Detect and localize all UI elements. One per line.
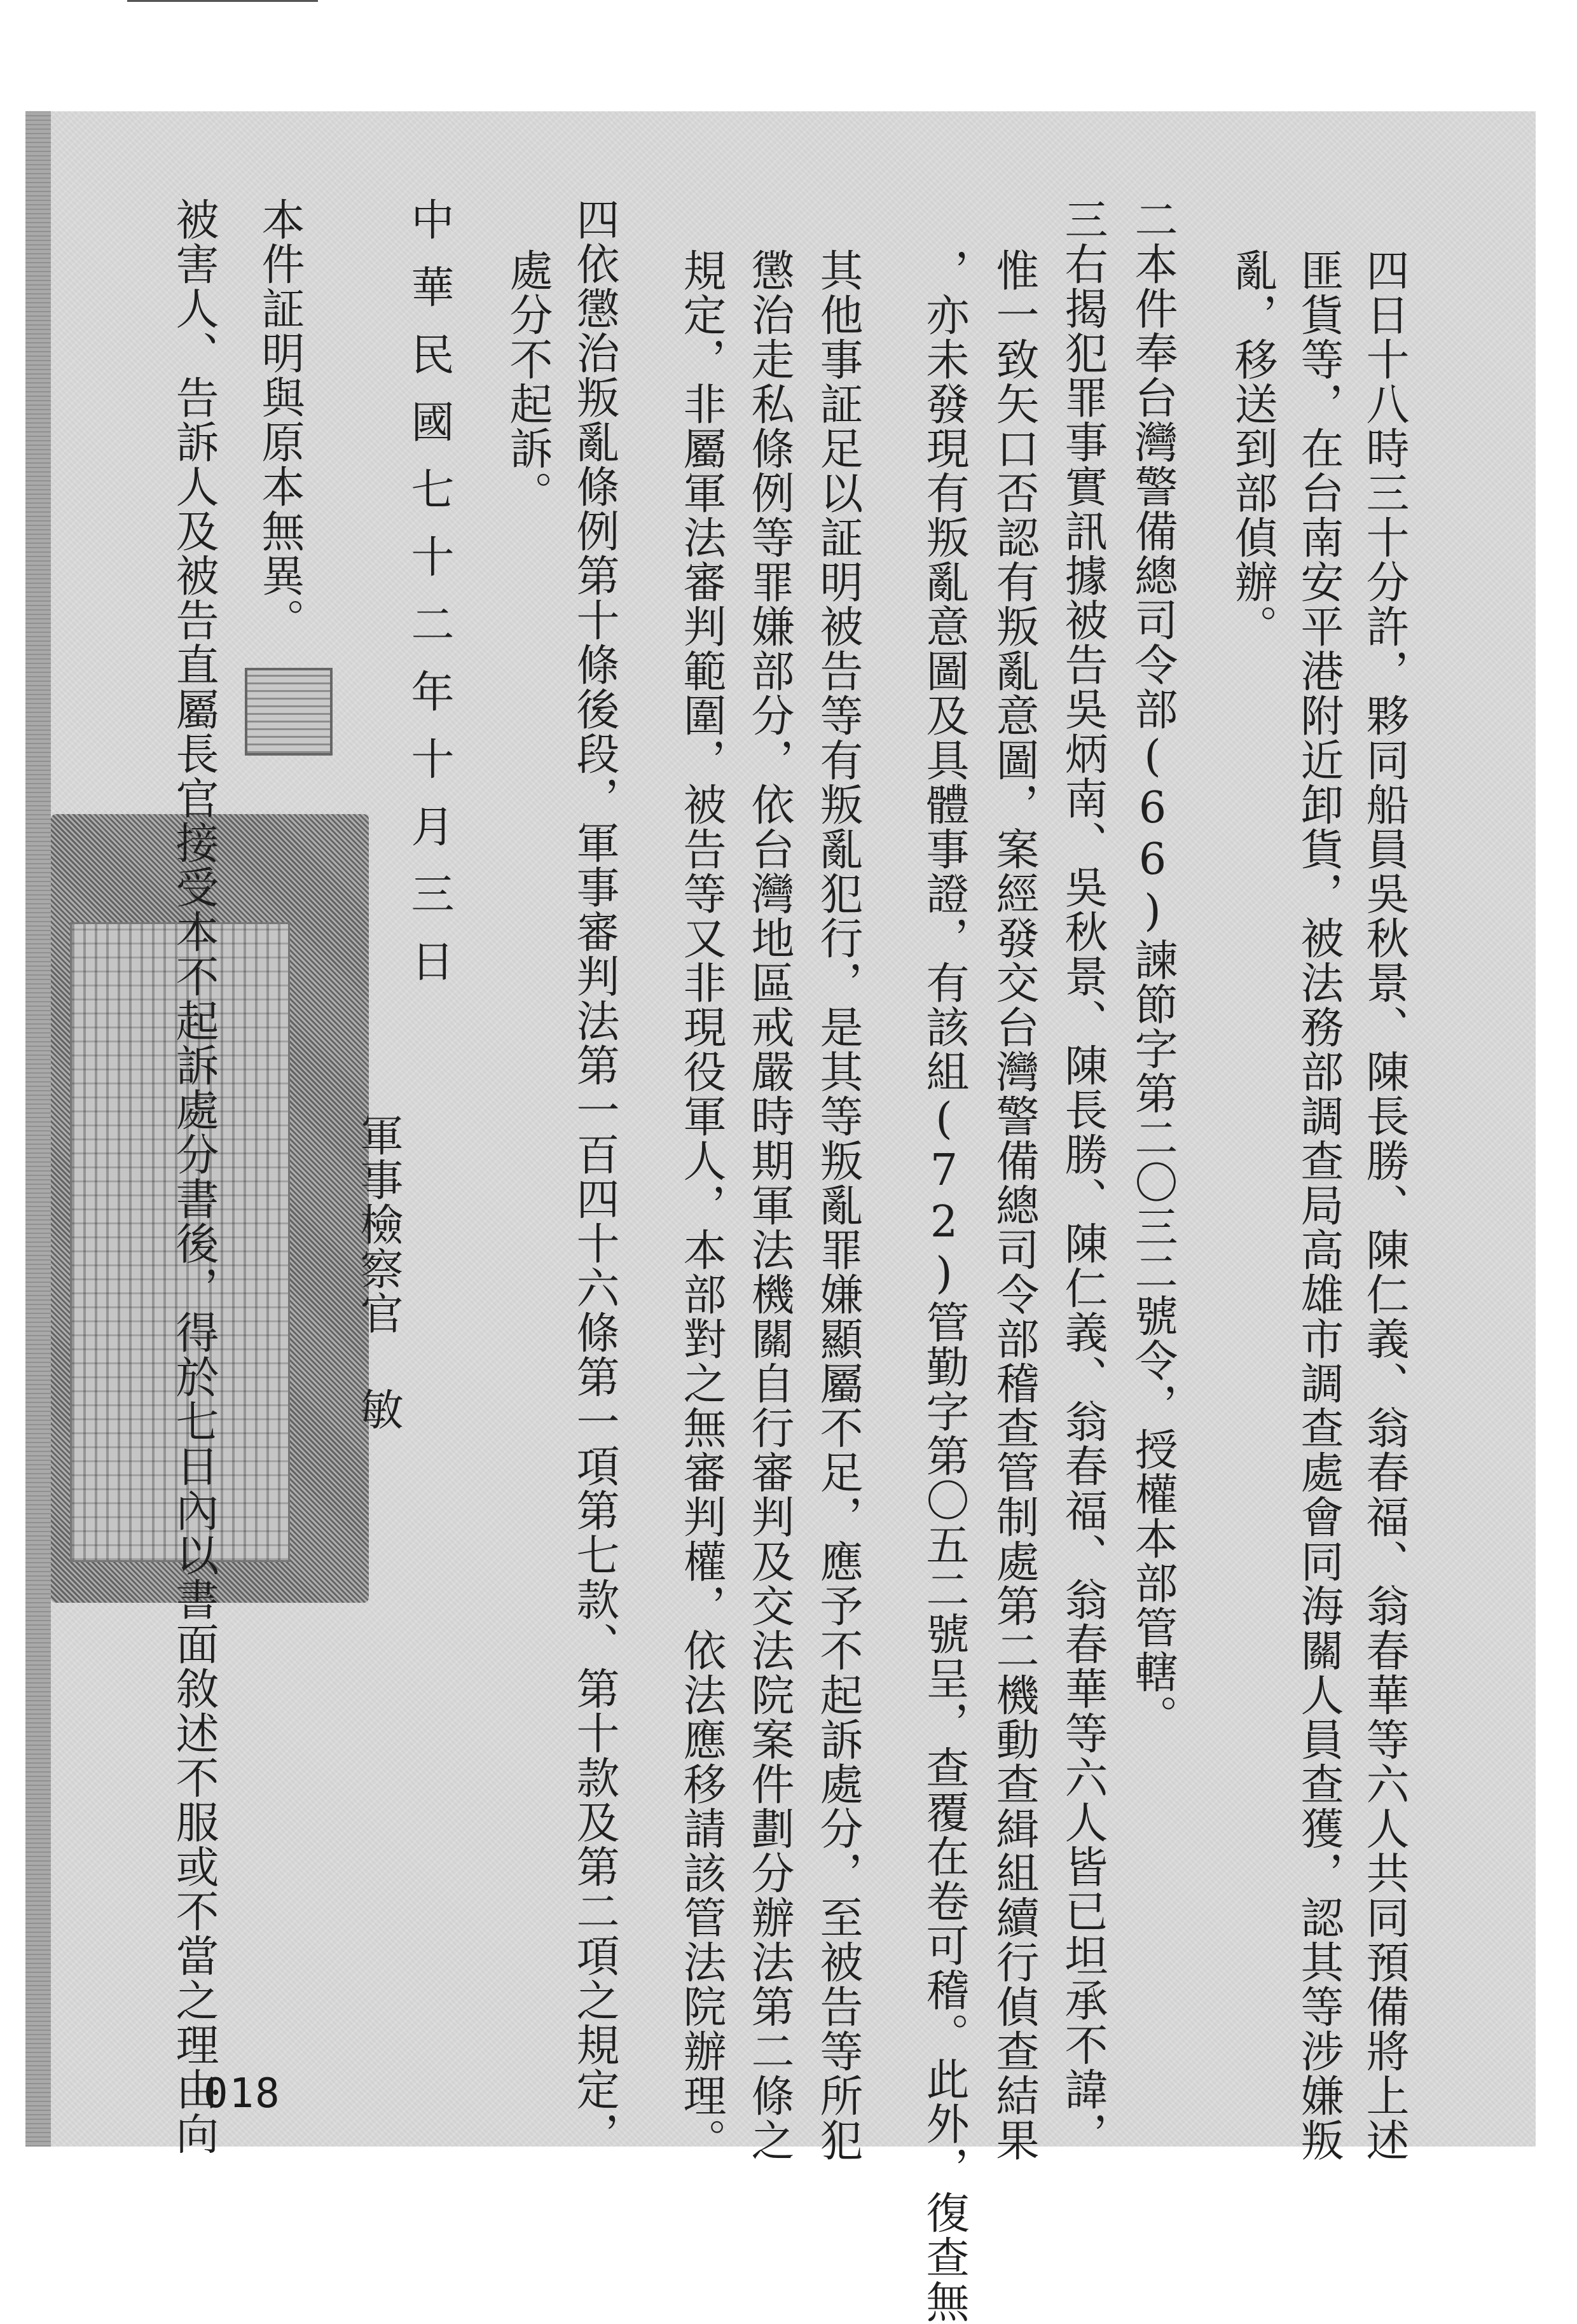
prosecutor-signature-line: 軍事檢察官 敏 bbox=[353, 1113, 403, 1432]
text-column-8: 其他事証足以証明被告等有叛亂犯行，是其等叛亂罪嫌顯屬不足，應予不起訴處分，至被告等所犯 bbox=[813, 248, 863, 2162]
text-column-9: 懲治走私條例等罪嫌部分，依台灣地區戒嚴時期軍法機關自行審判及交法院案件劃分辦法第二條之 bbox=[744, 248, 794, 2162]
top-rule bbox=[127, 0, 318, 2]
text-column-12: 處分不起訴。 bbox=[502, 248, 553, 515]
text-column-6: 惟一致矢口否認有叛亂意圖，案經發交台灣警備總司令部稽查管制處第二機動查緝組續行偵查結果 bbox=[989, 248, 1039, 2162]
text-column-1: 四日十八時三十分許，夥同船員吳秋景、陳長勝、陳仁義、翁春福、翁春華等六人共同預備將上述 bbox=[1359, 248, 1409, 2162]
text-column-11: 四依懲治叛亂條例第十條後段，軍事審判法第一百四十六條第一項第七款、第十款及第二項之規定， bbox=[569, 197, 619, 2156]
certification-column: 本件証明與原本無異。 bbox=[254, 197, 305, 642]
text-column-15: 被害人、告訴人及被告直屬長官接受本不起訴處分書後，得於七日內以書面敘述不服或不當之理由向 bbox=[169, 197, 219, 2156]
text-column-5: 三右揭犯罪事實訊據被告吳炳南、吳秋景、陳長勝、陳仁義、翁春福、翁春華等六人皆已坦承不諱， bbox=[1057, 197, 1108, 2156]
text-column-2: 匪貨等，在台南安平港附近卸貨，被法務部調查局高雄市調查處會同海關人員查獲，認其等涉嫌叛 bbox=[1293, 248, 1344, 2162]
text-column-10: 規定，非屬軍法審判範圍，被告等又非現役軍人，本部對之無審判權，依法應移請該管法院辦理。 bbox=[676, 248, 726, 2162]
text-column-3: 亂，移送到部偵辦。 bbox=[1227, 248, 1277, 649]
date-column: 中華民國七十二年十月三日 bbox=[404, 197, 454, 1006]
binding-strip bbox=[25, 111, 51, 2147]
text-column-4: 二本件奉台灣警備總司令部(66)諫節字第二〇三二號令，授權本部管轄。 bbox=[1127, 197, 1178, 1739]
page-number: 018 bbox=[203, 2070, 281, 2117]
text-column-7: ，亦未發現有叛亂意圖及具體事證，有該組(72)管勤字第〇五二號呈，查覆在卷可稽。此外，復查無 bbox=[919, 248, 969, 2324]
small-seal bbox=[245, 668, 333, 756]
